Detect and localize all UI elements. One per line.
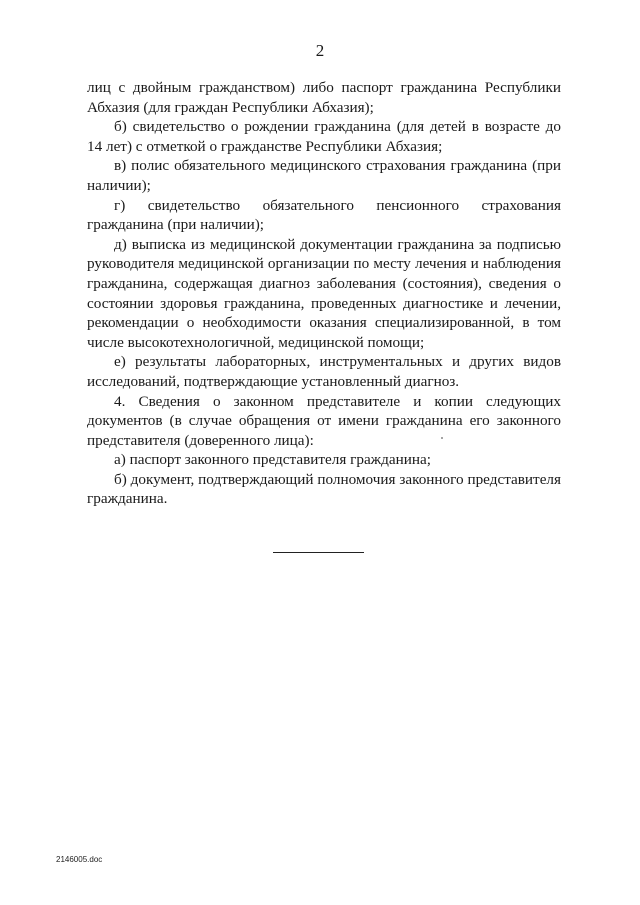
paragraph-lab-results: е) результаты лабораторных, инструментальных и других видов исследований, подтверждающие установленный диагноз.	[87, 353, 561, 390]
paragraph-pension-insurance-certificate: г) свидетельство обязательного пенсионного страхования	[114, 196, 561, 214]
page-number: 2	[315, 41, 325, 60]
paragraph-medical-insurance-policy: в) полис обязательного медицинского страхования гражданина (при наличии);	[87, 157, 561, 194]
paragraph-pension-insurance-certificate-continuation: гражданина (при наличии);	[87, 216, 265, 234]
scan-speck	[441, 437, 443, 439]
document-body	[87, 78, 561, 509]
end-of-text-divider	[273, 552, 364, 553]
paragraph-authority-document: б) документ, подтверждающий полномочия законного представителя гражданина.	[87, 470, 561, 508]
paragraph-medical-documentation-extract: д) выписка из медицинской документации гражданина за подписью руководителя медицинской организации по месту лечения и наблюдения гражданина, содержащая диагноз заболевания (состояния), сведения о состоянии здоровья гражданина, проведенных диагностике и лечении, рекомендации о необходимости оказания специализированной, в том числе высокотехнологичной, медицинской помощи;	[87, 235, 561, 351]
paragraph-representative-passport: а) паспорт законного представителя гражданина;	[114, 451, 431, 469]
paragraph-legal-representative-info: 4. Сведения о законном представителе и копии следующих документов (в случае обращения от имени гражданина его законного представителя (доверенного лица):	[87, 392, 561, 449]
file-code: 2146005.doc	[56, 855, 103, 864]
paragraph-passport-continuation: лиц с двойным гражданством) либо паспорт гражданина Республики Абхазия (для граждан Республики Абхазия);	[87, 79, 561, 116]
paragraph-birth-certificate: б) свидетельство о рождении гражданина (для детей в возрасте до 14 лет) с отметкой о гражданстве Республики Абхазия;	[87, 118, 561, 155]
